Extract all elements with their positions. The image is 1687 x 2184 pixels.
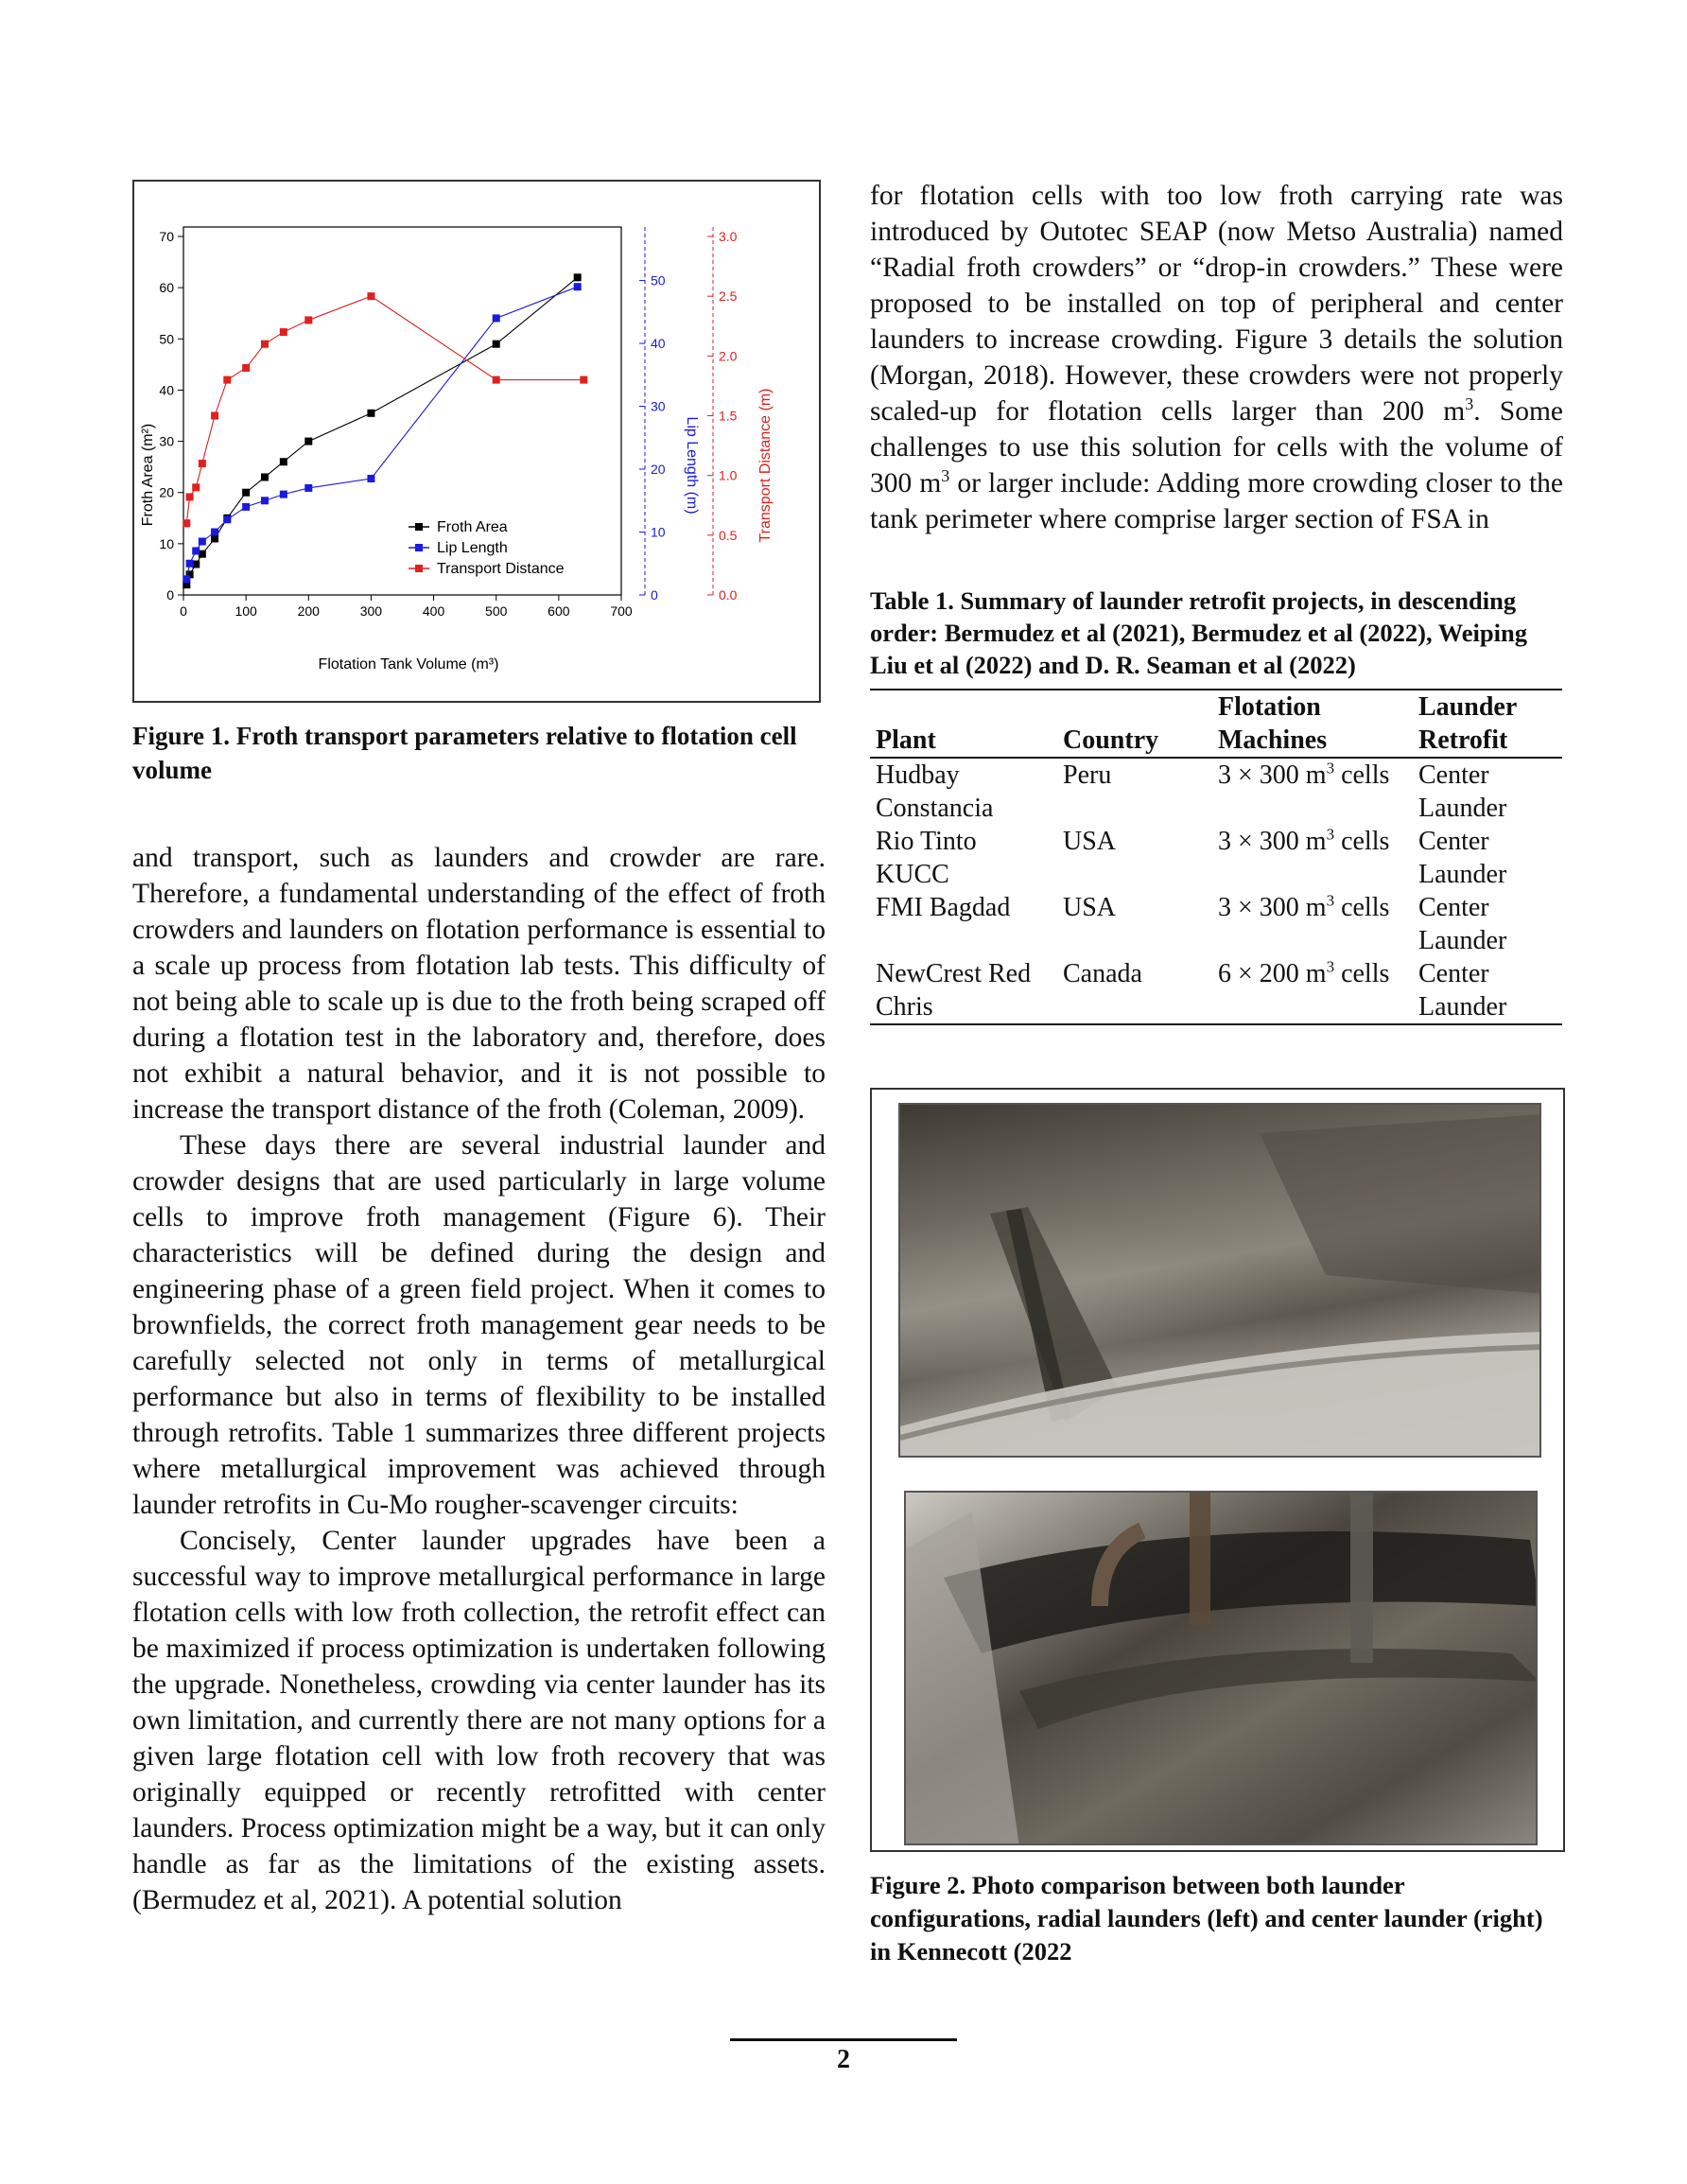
y-transport-distance-tick-label: 1.0	[719, 467, 738, 483]
left-column-text	[132, 840, 826, 1918]
legend-froth-area-label: Froth Area	[437, 519, 508, 535]
figure-1-caption: Figure 1. Froth transport parameters relative to flotation cell volume	[132, 722, 797, 784]
paragraph-3: Concisely, Center launder upgrades have been a successful way to improve metallurgical performance in large flotation cells with low froth collection, the retrofit effect can be maximized if process optimization is undertaken following the upgrade. Nonetheless, crowding via center launder has its own limitation, and currently there are not many options for a given large flotation cell with low froth recovery that was originally equipped or recently retrofitted with center launders. Process optimization might be a way, but it can only handle as far as the limitations of the existing assets. (Bermudez et al, 2021). A potential solution	[132, 1526, 826, 1915]
plot-frame	[183, 227, 621, 595]
right-column-text	[870, 178, 1563, 537]
table-1	[870, 689, 1562, 1025]
y-lip-length-tick-label: 10	[651, 524, 666, 540]
data-point-lip-length	[280, 491, 287, 498]
data-point-transport-distance	[261, 341, 269, 348]
cell-machines-sup: 3	[1326, 891, 1335, 910]
series-line-froth-area	[186, 277, 577, 585]
cell-machines-unit: cells	[1334, 959, 1390, 988]
data-point-froth-area	[574, 273, 582, 281]
data-point-transport-distance	[186, 493, 194, 500]
y-left-tick-label: 70	[159, 229, 174, 244]
cell-retrofit: Center Launder	[1418, 893, 1507, 955]
data-point-lip-length	[304, 484, 312, 492]
x-axis-title: Flotation Tank Volume (m³)	[318, 656, 499, 673]
x-tick-label: 700	[610, 603, 633, 619]
legend-transport-distance-marker	[415, 565, 423, 572]
cell-country: USA	[1063, 827, 1117, 856]
paragraph-1: and transport, such as launders and crowder are rare. Therefore, a fundamental understanding of the effect of froth crowders and launders on flotation performance is essential to a scale up process from flotation lab tests. This difficulty of not being able to scale up is due to the froth being scraped off during a flotation test in the laboratory and, therefore, does not exhibit a natural behavior, and it is not possible to increase the transport distance of the froth (Coleman, 2009).	[132, 843, 826, 1125]
data-point-lip-length	[574, 283, 582, 290]
cell-retrofit: Center Launder	[1418, 760, 1507, 823]
y-transport-distance-tick-label: 2.5	[719, 288, 738, 305]
y-left-tick-label: 10	[159, 535, 174, 551]
data-point-transport-distance	[280, 328, 287, 336]
cell-machines	[1212, 825, 1413, 891]
data-point-lip-length	[192, 547, 200, 554]
header-country: Country	[1063, 725, 1159, 755]
y-axis-lip-length-title: Lip Length (m)	[684, 416, 700, 515]
data-point-lip-length	[493, 314, 500, 322]
cell-machines-value: 3 × 300 m	[1218, 827, 1327, 856]
table-1-caption: Table 1. Summary of launder retrofit projects, in descending order: Bermudez et al (2021), Bermudez et al (2022), Weiping Liu et al (2022) and D. R. Seaman et al (2022)	[870, 586, 1527, 679]
data-point-transport-distance	[304, 316, 312, 323]
cell-plant: Rio Tinto KUCC	[876, 827, 977, 889]
page-number: 2	[837, 2045, 850, 2074]
cell-machines-unit: cells	[1334, 893, 1390, 922]
summary-table	[870, 689, 1562, 1025]
y-transport-distance-tick-label: 3.0	[719, 229, 738, 244]
y-left-tick-label: 20	[159, 484, 174, 500]
header-retrofit-line-1: Launder	[1418, 692, 1518, 722]
paragraph-4-part-a: for flotation cells with too low froth carrying rate was introduced by Outotec SEAP (now Metso Australia) named “Radial froth crowders” or “drop-in crowders.” These were proposed to be installed on top of peripheral and center launders to increase crowding. Figure 3 details the solution (Morgan, 2018). However, these crowders were not properly scaled-up for flotation cells larger than 200 m	[870, 181, 1563, 427]
figure-2-frame	[870, 1088, 1565, 1852]
froth-transport-chart	[134, 182, 819, 701]
y-lip-length-tick-label: 0	[651, 587, 658, 603]
y-lip-length-tick-label: 40	[651, 336, 666, 352]
cell-machines-sup: 3	[1326, 957, 1335, 976]
cell-country: Canada	[1063, 959, 1142, 988]
data-point-transport-distance	[242, 364, 250, 372]
cell-machines-unit: cells	[1334, 760, 1390, 790]
legend-transport-distance-label: Transport Distance	[437, 561, 565, 577]
data-point-froth-area	[242, 489, 250, 497]
data-point-lip-length	[186, 560, 194, 568]
y-transport-distance-tick-label: 1.5	[719, 408, 738, 424]
data-point-transport-distance	[580, 376, 587, 384]
table-row	[870, 825, 1562, 891]
paragraph-4	[870, 178, 1563, 537]
footer-rule	[730, 2038, 957, 2041]
x-tick-label: 600	[548, 603, 570, 619]
paragraph-4-part-c: or larger include: Adding more crowding closer to the tank perimeter where comprise larger section of FSA in	[870, 468, 1563, 534]
data-point-lip-length	[367, 475, 374, 482]
y-left-tick-label: 30	[159, 433, 174, 449]
table-row	[870, 891, 1562, 957]
header-machines-line-2: Machines	[1218, 725, 1328, 755]
cell-country: USA	[1063, 893, 1117, 922]
y-transport-distance-tick-label: 0.0	[719, 587, 738, 603]
cell-retrofit: Center Launder	[1418, 959, 1507, 1022]
chart-legend	[409, 519, 565, 577]
paragraph-4-sup-1: 3	[1465, 394, 1474, 414]
cell-machines-value: 6 × 200 m	[1218, 959, 1327, 988]
paragraph-4-part-b: . Some challenges to use this solution for cells with the volume of 300 m	[870, 396, 1563, 498]
x-tick-label: 500	[485, 603, 508, 619]
legend-froth-area-marker	[415, 523, 423, 531]
header-machines-line-1: Flotation	[1218, 692, 1321, 722]
data-point-froth-area	[211, 534, 218, 542]
x-tick-label: 300	[359, 603, 383, 619]
data-point-lip-length	[183, 575, 190, 583]
header-plant: Plant	[876, 725, 936, 755]
cell-plant: Hudbay Constancia	[876, 760, 994, 823]
data-point-transport-distance	[183, 519, 190, 527]
data-point-transport-distance	[367, 292, 374, 300]
cell-machines	[1212, 758, 1413, 825]
y-left-tick-label: 40	[159, 382, 174, 398]
cell-machines-sup: 3	[1326, 825, 1335, 844]
y-transport-distance-tick-label: 0.5	[719, 527, 738, 543]
data-point-froth-area	[304, 438, 312, 446]
paragraph-4-sup-2: 3	[941, 466, 950, 486]
data-point-froth-area	[493, 341, 500, 348]
chart-marks-group	[183, 273, 587, 588]
cell-machines	[1212, 891, 1413, 957]
y-lip-length-tick-label: 20	[651, 462, 666, 478]
cell-machines-sup: 3	[1326, 759, 1335, 778]
table-header-row	[870, 690, 1562, 758]
data-point-transport-distance	[493, 376, 500, 384]
data-point-lip-length	[242, 503, 250, 511]
legend-lip-length-label: Lip Length	[437, 540, 508, 556]
x-tick-label: 200	[297, 603, 320, 619]
figure-2-caption: Figure 2. Photo comparison between both launder configurations, radial launders (left) and center launder (right) in Kennecott (2022	[870, 1871, 1543, 1966]
data-point-transport-distance	[199, 460, 206, 467]
cell-machines	[1212, 957, 1413, 1024]
y-transport-distance-tick-label: 2.0	[719, 348, 738, 364]
y-lip-length-tick-label: 30	[651, 398, 666, 414]
header-retrofit-line-2: Retrofit	[1418, 725, 1508, 755]
data-point-transport-distance	[192, 483, 200, 491]
x-tick-label: 400	[422, 603, 445, 619]
chart-axes-group	[159, 227, 737, 619]
x-tick-label: 0	[180, 603, 187, 619]
cell-machines-unit: cells	[1334, 827, 1390, 856]
header-retrofit	[1413, 690, 1562, 758]
data-point-froth-area	[367, 410, 374, 417]
figure-1-frame	[132, 180, 821, 703]
center-launder-photo	[904, 1491, 1538, 1845]
data-point-lip-length	[223, 515, 231, 523]
y-axis-left-title: Froth Area (m²)	[140, 423, 156, 527]
legend-lip-length-marker	[415, 544, 423, 551]
series-line-lip-length	[186, 287, 577, 579]
data-point-lip-length	[211, 529, 218, 536]
cell-machines-value: 3 × 300 m	[1218, 893, 1327, 922]
y-left-tick-label: 50	[159, 331, 174, 347]
cell-plant: NewCrest Red Chris	[876, 959, 1032, 1022]
header-machines	[1212, 690, 1413, 758]
table-row	[870, 758, 1562, 825]
x-tick-label: 100	[235, 603, 257, 619]
table-row	[870, 957, 1562, 1024]
radial-launder-photo	[898, 1103, 1541, 1458]
y-left-tick-label: 60	[159, 280, 174, 296]
cell-country: Peru	[1063, 760, 1112, 790]
data-point-froth-area	[261, 473, 269, 480]
y-left-tick-label: 0	[166, 587, 174, 603]
data-point-transport-distance	[223, 376, 231, 384]
data-point-lip-length	[261, 497, 269, 504]
cell-plant: FMI Bagdad	[876, 893, 1011, 922]
cell-machines-value: 3 × 300 m	[1218, 760, 1327, 790]
data-point-froth-area	[280, 458, 287, 465]
y-axis-transport-distance-title: Transport Distance (m)	[757, 388, 774, 543]
data-point-lip-length	[199, 537, 206, 545]
cell-retrofit: Center Launder	[1418, 827, 1507, 889]
paragraph-2: These days there are several industrial launder and crowder designs that are used particularly in large volume cells to improve froth management (Figure 6). Their characteristics will be defined during the design and engineering phase of a green field project. When it comes to brownfields, the correct froth management gear needs to be carefully selected not only in terms of metallurgical performance but also in terms of flexibility to be installed through retrofits. Table 1 summarizes three different projects where metallurgical improvement was achieved through launder retrofits in Cu-Mo rougher-scavenger circuits:	[132, 1130, 826, 1520]
data-point-transport-distance	[211, 412, 218, 420]
y-lip-length-tick-label: 50	[651, 272, 666, 288]
